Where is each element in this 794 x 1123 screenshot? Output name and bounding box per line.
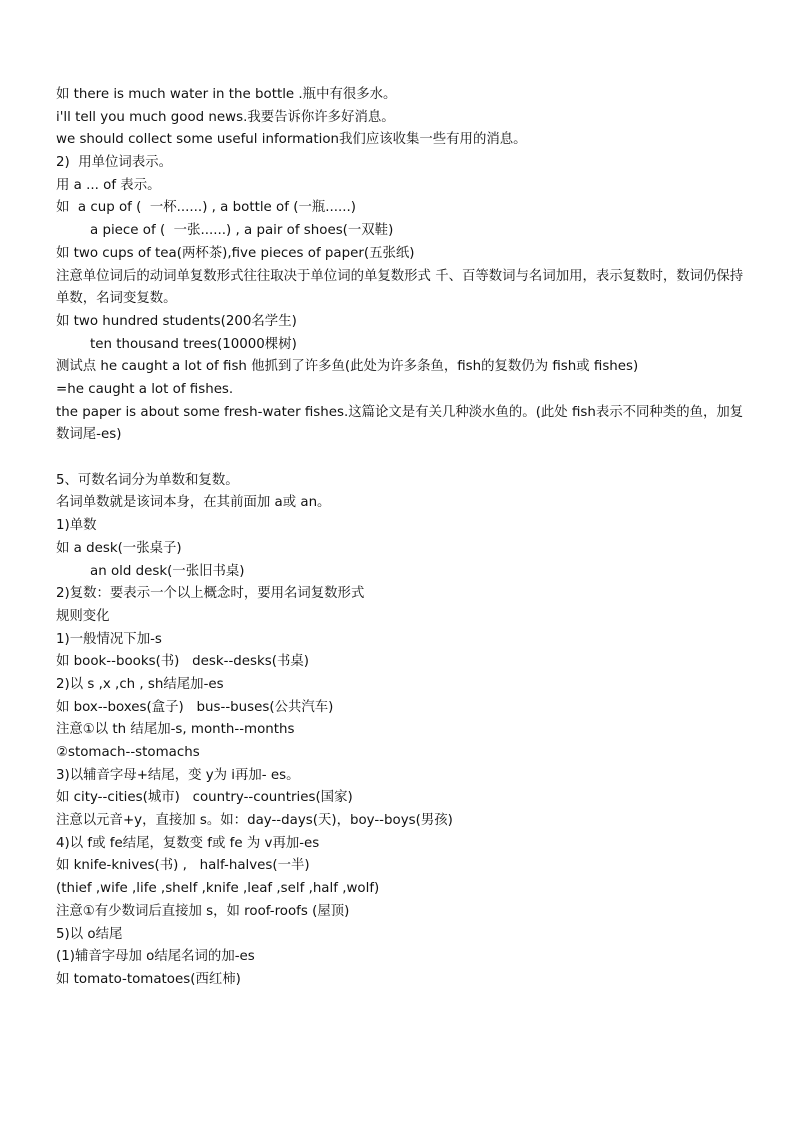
text-line: 名词单数就是该词本身，在其前面加 a或 an。 [56,495,331,511]
text-line: 如 there is much water in the bottle .瓶中有很多水。 [56,87,397,102]
example-line: 如 a cup of ( 一杯......) , a bottle of (一瓶......) [56,200,356,216]
example-line: ten thousand trees(10000棵树) [90,336,297,352]
note-line: 注意以元音+y，直接加 s。如：day--days(天)，boy--boys(男孩) [56,813,453,829]
example-line: a piece of ( 一张......) , a pair of shoes(一双鞋) [90,223,394,239]
note-line: 注意①有少数词后直接加 s，如 roof-roofs (屋顶) [56,903,350,919]
example-line: 如 a desk(一张桌子) [56,540,182,556]
example-line: 如 two hundred students(200名学生) [56,313,297,329]
section-heading: 2) 用单位词表示。 [56,155,172,171]
text-line: we should collect some useful information我们应该收集一些有用的消息。 [56,132,527,148]
example-line: 如 book--books(书) desk--desks(书桌) [56,654,309,670]
rule-line: 4)以 f或 fe结尾，复数变 f或 fe 为 v再加-es [56,835,320,851]
example-line: an old desk(一张旧书桌) [90,563,245,579]
test-point-paragraph: 测试点 he caught a lot of fish 他抓到了许多鱼(此处为许多条鱼，fish的复数仍为 fish或 fishes) [56,359,639,375]
example-line: 如 knife-knives(书) , half-halves(一半) [56,858,310,874]
example-line: (thief ,wife ,life ,shelf ,knife ,leaf ,self ,half ,wolf) [56,881,380,897]
text-line: i'll tell you much good news.我要告诉你许多好消息。 [56,109,395,125]
document-page [56,84,746,992]
rule-line: 3)以辅音字母+结尾，变 y为 i再加- es。 [56,767,300,783]
subsection-heading: 1)单数 [56,518,97,534]
text-line: 用 a ... of 表示。 [56,177,161,193]
section-heading: 5、可数名词分为单数和复数。 [56,472,239,488]
example-line: 如 city--cities(城市) country--countries(国家) [56,790,353,806]
rule-line: 2)以 s ,x ,ch , sh结尾加-es [56,676,224,692]
text-line: =he caught a lot of fishes. [56,381,234,397]
example-line: 如 tomato-tomatoes(西红柿) [56,971,241,987]
blank-line [56,447,746,470]
note-line: 注意①以 th 结尾加-s, month--months [56,722,295,738]
rule-line: 1)一般情况下加-s [56,631,162,647]
note-line: ②stomach--stomachs [56,745,200,761]
text-line: 规则变化 [56,608,110,624]
note-paragraph: 注意单位词后的动词单复数形式往往取决于单位词的单复数形式 千、百等数词与名词加用，表示复数时，数词仍保持单数，名词变复数。 [56,268,744,307]
example-paragraph: the paper is about some fresh-water fishes.这篇论文是有关几种淡水鱼的。(此处 fish表示不同种类的鱼，加复数词尾-es) [56,404,744,443]
example-line: 如 box--boxes(盒子) bus--buses(公共汽车) [56,699,334,715]
example-line: 如 two cups of tea(两杯茶),five pieces of paper(五张纸) [56,245,415,261]
subsection-heading: 2)复数：要表示一个以上概念时，要用名词复数形式 [56,586,365,602]
rule-line: 5)以 o结尾 [56,926,123,942]
rule-line: (1)辅音字母加 o结尾名词的加-es [56,949,255,965]
